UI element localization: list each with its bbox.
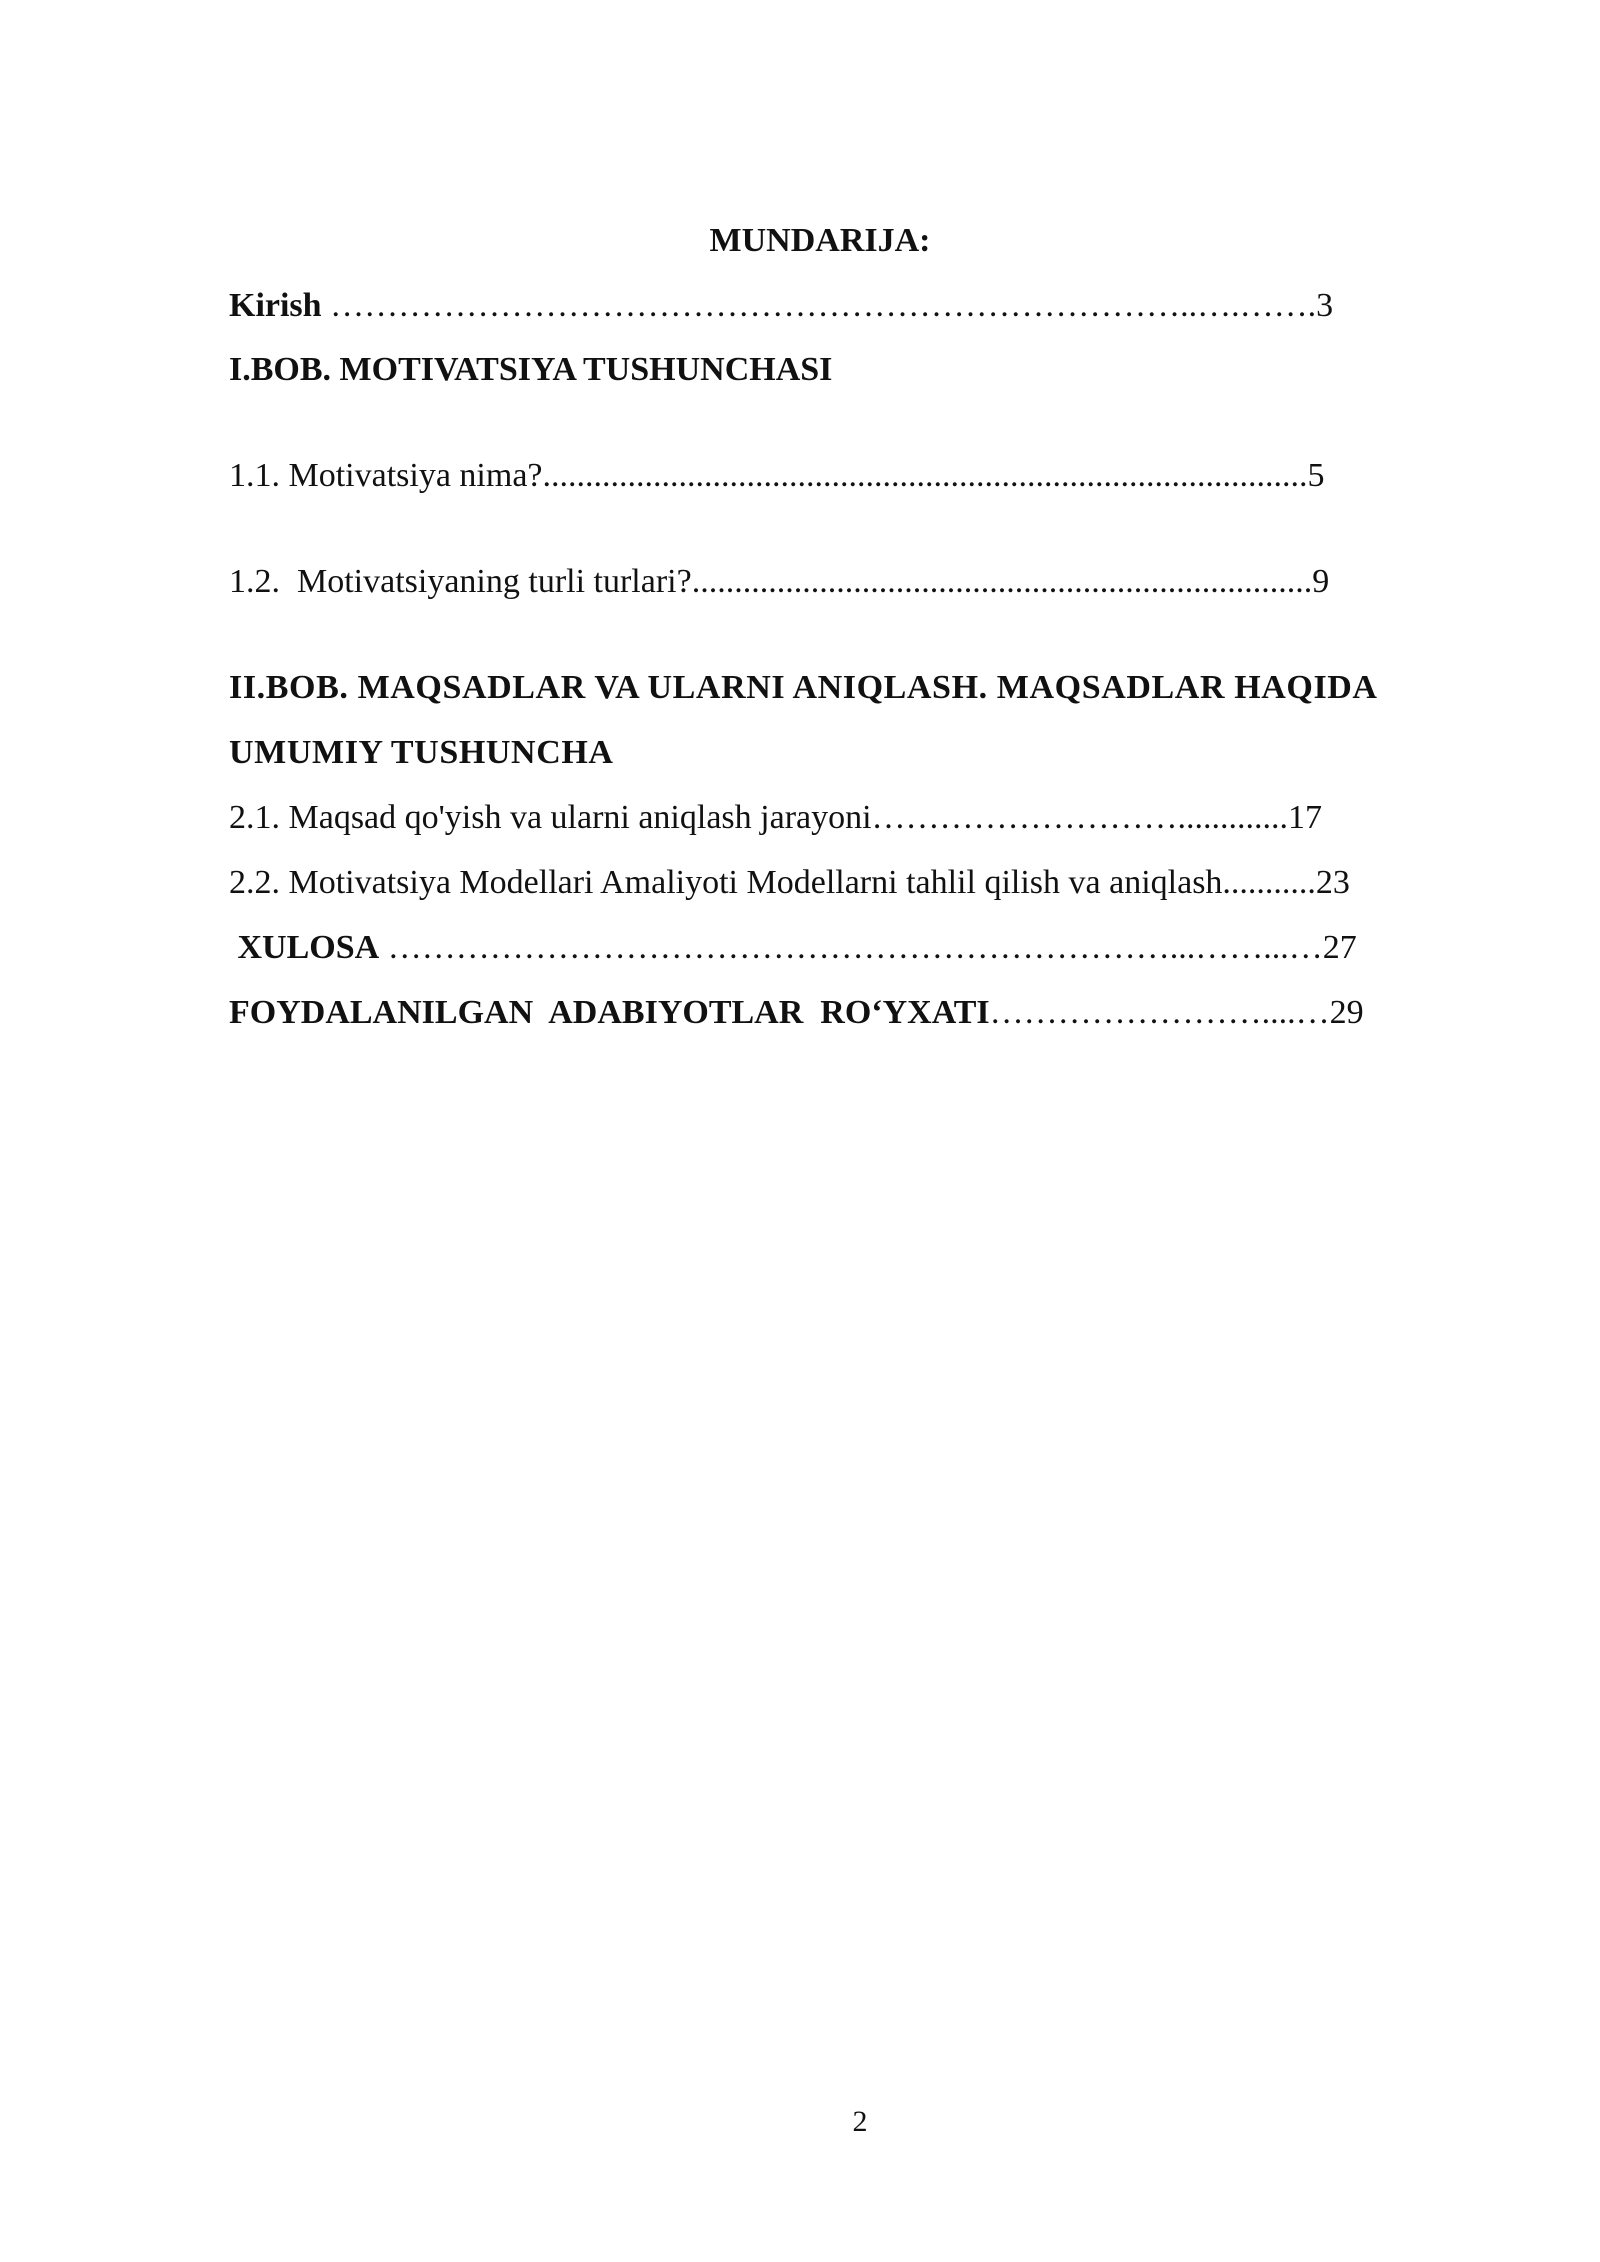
toc-title: MUNDARIJA: [709,222,931,259]
toc-chapter-1-heading[interactable]: I.BOB. MOTIVATSIYA TUSHUNCHASI [229,351,833,388]
toc-entry-label: FOYDALANILGAN ADABIYOTLAR RO‘YXATI [229,994,990,1031]
toc-entry-leader: .......................................................................................... [542,457,1308,494]
toc-entry-1-1[interactable] [229,456,1325,496]
toc-entry-leader: ……………………....… [989,994,1330,1031]
toc-entry-label: 1.1. Motivatsiya nima? [229,457,543,494]
toc-chapter-2-heading-line2[interactable]: UMUMIY TUSHUNCHA [229,734,614,771]
toc-entry-label: 1.2. Motivatsiyaning turli turlari? [229,563,692,600]
toc-entry-page: 17 [1288,799,1323,836]
toc-entry-kirish[interactable] [229,286,1333,326]
page-number: 2 [852,2105,868,2138]
toc-entry-label: Kirish [229,287,322,324]
toc-entry-2-2[interactable] [229,863,1350,903]
toc-entry-1-2[interactable] [229,562,1329,602]
toc-entry-page: 23 [1315,864,1350,901]
toc-entry-leader: ......................................................................... [691,563,1313,600]
toc-entry-2-1[interactable] [229,798,1322,838]
toc-entry-leader: ……………………………………………………………...……...… [379,929,1323,966]
toc-entry-page: 27 [1322,929,1357,966]
toc-entry-page: 3 [1316,287,1334,324]
toc-entry-leader: ........... [1222,864,1316,901]
toc-entry-label: XULOSA [229,929,380,966]
toc-entry-label: 2.1. Maqsad qo'yish va ularni aniqlash jarayoni [229,799,872,836]
toc-chapter-2-heading-line1[interactable]: II.BOB. MAQSADLAR VA ULARNI ANIQLASH. MAQSADLAR HAQIDA [229,669,1378,706]
toc-entry-references[interactable] [229,993,1364,1033]
toc-entry-page: 5 [1307,457,1325,494]
toc-entry-page: 29 [1329,994,1364,1031]
toc-entry-xulosa[interactable] [229,928,1357,968]
toc-entry-leader: …………………………………………………………………..….……. [321,287,1317,324]
toc-entry-label: 2.2. Motivatsiya Modellari Amaliyoti Modellarni tahlil qilish va aniqlash [229,864,1223,901]
toc-entry-page: 9 [1312,563,1330,600]
toc-entry-leader: ………………………............. [871,799,1289,836]
